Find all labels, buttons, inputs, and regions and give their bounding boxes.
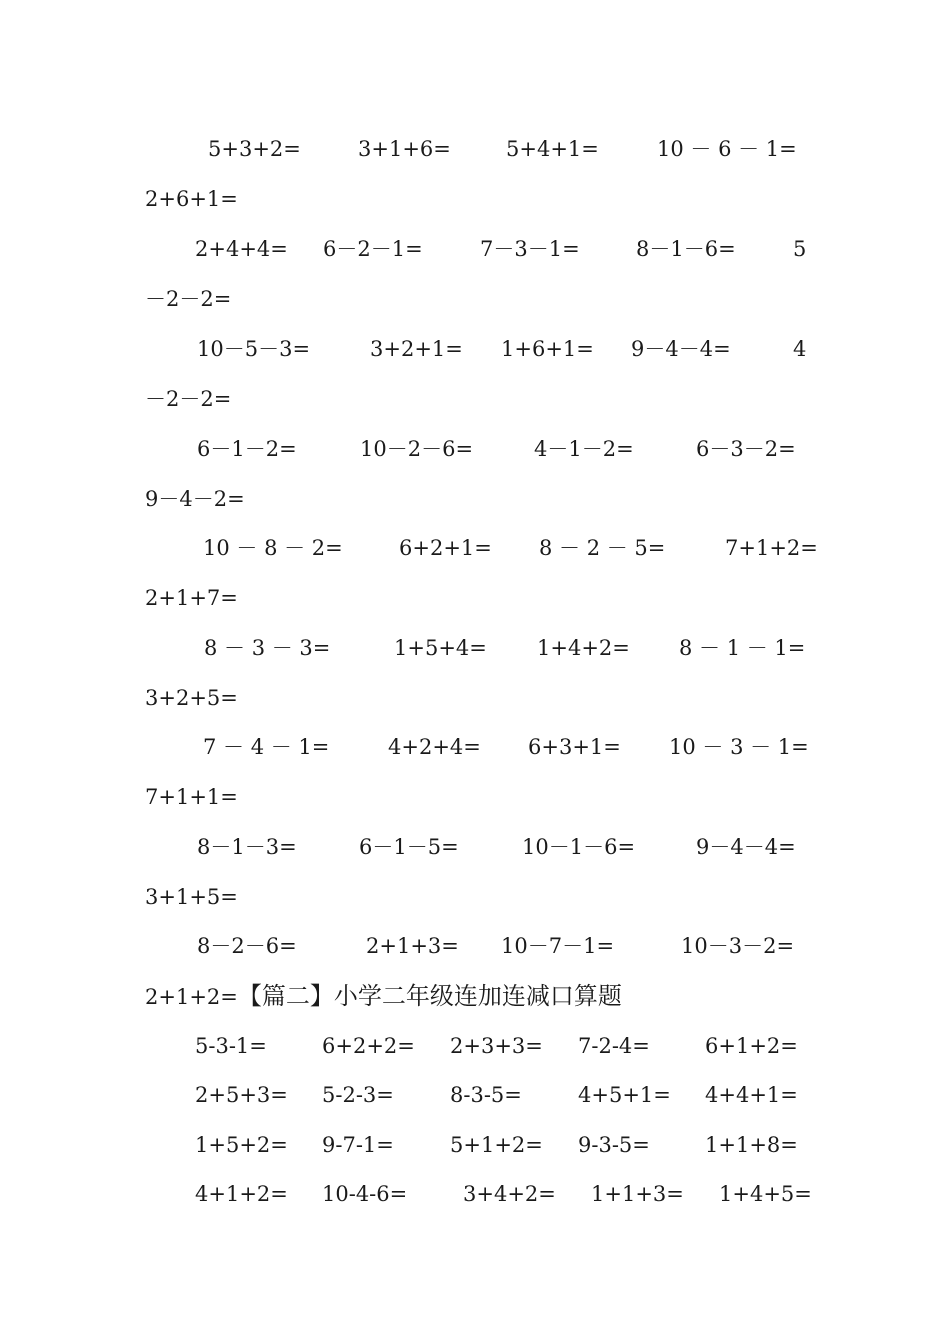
problem: 8 － 3 － 3= <box>204 636 331 660</box>
problem: 9－4－4= <box>631 337 731 361</box>
problem-fragment: 5 <box>793 237 807 261</box>
row-3-wrap <box>145 379 805 419</box>
problem: 7-2-4= <box>578 1034 650 1058</box>
problem: 10－5－3= <box>197 337 311 361</box>
problem: 6+2+1= <box>399 536 492 560</box>
section-two-row-2 <box>145 1075 805 1115</box>
problem: 1+5+2= <box>195 1133 288 1157</box>
problem: 7+1+2= <box>725 536 818 560</box>
row-1 <box>145 129 805 169</box>
problem: 4+2+4= <box>388 735 481 759</box>
row-4-wrap <box>145 479 805 519</box>
section-title: 【篇二】小学二年级连加连减口算题 <box>237 982 622 1010</box>
row-8-wrap <box>145 877 805 917</box>
problem: 8 － 1 － 1= <box>679 636 806 660</box>
row-4 <box>145 429 805 469</box>
problem: 6－2－1= <box>323 237 423 261</box>
row-6 <box>145 628 805 668</box>
problem: 8－1－3= <box>197 835 297 859</box>
row-2-wrap <box>145 279 805 319</box>
problem-fragment: －2－2= <box>145 387 232 411</box>
row-9 <box>145 926 805 966</box>
problem-fragment: 4 <box>793 337 807 361</box>
problem: 1+6+1= <box>501 337 594 361</box>
row-7-wrap <box>145 777 805 817</box>
problem: 3+4+2= <box>463 1182 556 1206</box>
problem: 10－2－6= <box>360 437 474 461</box>
problem: 8－1－6= <box>636 237 736 261</box>
problem: 1+4+2= <box>537 636 630 660</box>
problem: 6+2+2= <box>322 1034 415 1058</box>
problem: 6－1－2= <box>197 437 297 461</box>
problem: 7－3－1= <box>480 237 580 261</box>
problem: 9-3-5= <box>578 1133 650 1157</box>
problem: 6+1+2= <box>705 1034 798 1058</box>
problem: 1+1+3= <box>591 1182 684 1206</box>
problem: 6+3+1= <box>528 735 621 759</box>
problem: 10 － 6 － 1= <box>657 137 797 161</box>
problem: 10－7－1= <box>501 934 615 958</box>
problem: 10－1－6= <box>522 835 636 859</box>
problem: 6－3－2= <box>696 437 796 461</box>
problem: 4+1+2= <box>195 1182 288 1206</box>
problem: 10-4-6= <box>322 1182 408 1206</box>
problem: 2+5+3= <box>195 1083 288 1107</box>
problem: 9－4－4= <box>696 835 796 859</box>
problem: 5-2-3= <box>322 1083 394 1107</box>
problem: 3+1+6= <box>358 137 451 161</box>
problem: 5-3-1= <box>195 1034 267 1058</box>
problem: 4+4+1= <box>705 1083 798 1107</box>
problem: 8 － 2 － 5= <box>539 536 666 560</box>
section-two-row-1 <box>145 1026 805 1066</box>
row-8 <box>145 827 805 867</box>
row-6-wrap <box>145 678 805 718</box>
section-two-row-4 <box>145 1174 812 1214</box>
problem: 2+1+7= <box>145 586 238 610</box>
problem: 9-7-1= <box>322 1133 394 1157</box>
problem: 4+5+1= <box>578 1083 671 1107</box>
section-two-row-3 <box>145 1125 805 1165</box>
row-5 <box>145 528 818 568</box>
problem: 8-3-5= <box>450 1083 522 1107</box>
problem: 2+1+2= <box>145 985 238 1009</box>
problem: 9－4－2= <box>145 487 245 511</box>
problem: 3+2+1= <box>370 337 463 361</box>
problem: 6－1－5= <box>359 835 459 859</box>
problem: 5+4+1= <box>506 137 599 161</box>
problem: 7+1+1= <box>145 785 238 809</box>
problem: 3+1+5= <box>145 885 238 909</box>
problem: 4－1－2= <box>534 437 634 461</box>
problem: 8－2－6= <box>197 934 297 958</box>
problem: 10 － 8 － 2= <box>203 536 343 560</box>
problem: 2+3+3= <box>450 1034 543 1058</box>
problem: 10 － 3 － 1= <box>669 735 809 759</box>
problem: 5+3+2= <box>208 137 301 161</box>
problem: 10－3－2= <box>681 934 795 958</box>
problem: 1+4+5= <box>719 1182 812 1206</box>
problem-fragment: －2－2= <box>145 287 232 311</box>
problem: 5+1+2= <box>450 1133 543 1157</box>
row-3 <box>145 329 805 369</box>
section-two-heading <box>145 976 825 1016</box>
problem: 7 － 4 － 1= <box>203 735 330 759</box>
row-5-wrap <box>145 578 805 618</box>
problem: 3+2+5= <box>145 686 238 710</box>
problem: 2+1+3= <box>366 934 459 958</box>
problem: 1+5+4= <box>394 636 487 660</box>
row-2 <box>145 229 805 269</box>
problem: 2+6+1= <box>145 187 238 211</box>
problem: 2+4+4= <box>195 237 288 261</box>
problem: 1+1+8= <box>705 1133 798 1157</box>
row-7 <box>145 727 809 767</box>
row-1-wrap <box>145 179 805 219</box>
